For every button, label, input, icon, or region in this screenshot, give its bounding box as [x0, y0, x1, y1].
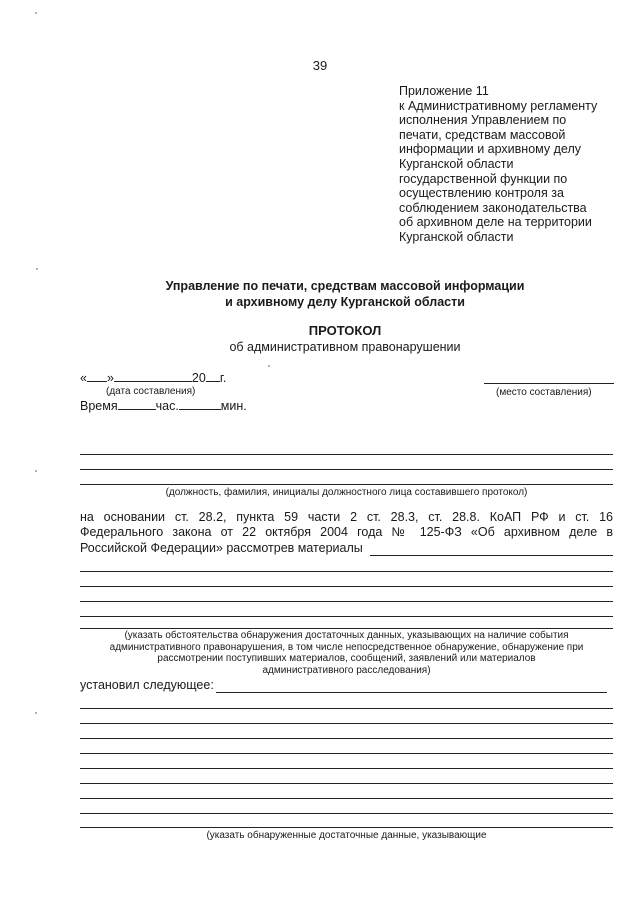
date-open-quote: «	[80, 371, 87, 385]
organization-line-2: и архивному делу Курганской области	[225, 295, 465, 309]
appendix-line: государственной функции по	[399, 171, 568, 186]
place-blank[interactable]	[484, 383, 614, 384]
year-blank[interactable]	[206, 381, 220, 382]
organization-line-1: Управление по печати, средствам массовой информации	[165, 279, 525, 293]
appendix-line: об архивном деле на территории	[399, 215, 592, 230]
fill-line[interactable]	[80, 798, 613, 799]
basis-line-3: Российской Федерации» рассмотрев материалы	[80, 541, 363, 555]
fill-line[interactable]	[80, 469, 613, 470]
fill-line[interactable]	[80, 454, 613, 455]
fill-line[interactable]	[80, 571, 613, 572]
fill-line[interactable]	[80, 601, 613, 602]
appendix-line: информации и архивному делу	[399, 142, 581, 157]
basis-line-2: Федерального закона от 22 октября 2004 года № 125-ФЗ «Об архивном деле в	[80, 525, 613, 540]
appendix-line: соблюдением законодательства	[399, 200, 587, 215]
appendix-line: исполнения Управлением по	[399, 113, 567, 128]
circumstances-caption-line: административного расследования)	[262, 664, 431, 676]
fill-line[interactable]	[80, 827, 613, 828]
organization-heading	[40, 278, 640, 310]
date-caption: (дата составления)	[106, 386, 196, 397]
appendix-line: Курганской области	[399, 156, 514, 171]
minutes-label: мин.	[220, 399, 247, 413]
year-suffix: г.	[219, 371, 227, 385]
fill-line[interactable]	[80, 813, 613, 814]
established-blank[interactable]	[216, 692, 607, 693]
materials-blank[interactable]	[370, 555, 613, 556]
circumstances-caption	[80, 630, 613, 676]
scan-speck	[35, 470, 37, 472]
scan-speck	[35, 712, 37, 714]
fill-line[interactable]	[80, 723, 613, 724]
established-label: установил следующее:	[80, 678, 214, 692]
appendix-line: к Административному регламенту	[399, 98, 598, 113]
date-close-quote: »	[106, 371, 114, 385]
place-caption: (место составления)	[496, 387, 592, 398]
date-field[interactable]	[80, 371, 226, 385]
appendix-line: печати, средствам массовой	[399, 127, 566, 142]
fill-line[interactable]	[80, 753, 613, 754]
protocol-subtitle: об административном правонарушении	[229, 340, 461, 354]
month-blank[interactable]	[114, 381, 192, 382]
fill-line[interactable]	[80, 616, 613, 617]
basis-line-1: на основании ст. 28.2, пункта 59 части 2 ст. 28.3, ст. 28.8. КоАП РФ и ст. 16	[80, 510, 613, 524]
circumstances-caption-line: административного правонарушения, в том числе непосредственное обнаружение, обнаружение при	[109, 641, 584, 653]
scan-speck	[36, 268, 38, 270]
appendix-block	[399, 84, 614, 245]
appendix-line: Курганской области	[399, 229, 514, 244]
protocol-title: ПРОТОКОЛ	[308, 323, 382, 338]
bottom-caption: (указать обнаруженные достаточные данные, указывающие	[206, 830, 487, 841]
appendix-line: Приложение 11	[399, 84, 489, 98]
time-field[interactable]	[80, 399, 247, 413]
circumstances-caption-line: (указать обстоятельства обнаружения достаточных данных, указывающих на наличие события	[124, 630, 569, 641]
fill-line[interactable]	[80, 738, 613, 739]
page-number: 39	[312, 58, 328, 73]
fill-line[interactable]	[80, 783, 613, 784]
hours-blank[interactable]	[118, 409, 156, 410]
circumstances-caption-line: рассмотрении поступивших материалов, сообщений, заявлений или материалов	[157, 653, 536, 665]
time-label: Время	[80, 399, 118, 413]
hours-label: час.	[155, 399, 179, 413]
fill-line[interactable]	[80, 708, 613, 709]
year-prefix: 20	[191, 371, 206, 385]
official-caption: (должность, фамилия, инициалы должностного лица составившего протокол)	[165, 487, 528, 498]
fill-line[interactable]	[80, 586, 613, 587]
day-blank[interactable]	[87, 381, 107, 382]
basis-paragraph	[80, 510, 613, 541]
fill-line[interactable]	[80, 768, 613, 769]
minutes-blank[interactable]	[179, 409, 221, 410]
appendix-line: осуществлению контроля за	[399, 186, 564, 201]
scan-speck	[268, 365, 270, 367]
fill-line[interactable]	[80, 484, 613, 485]
scan-speck	[35, 12, 37, 14]
fill-line[interactable]	[80, 628, 613, 629]
